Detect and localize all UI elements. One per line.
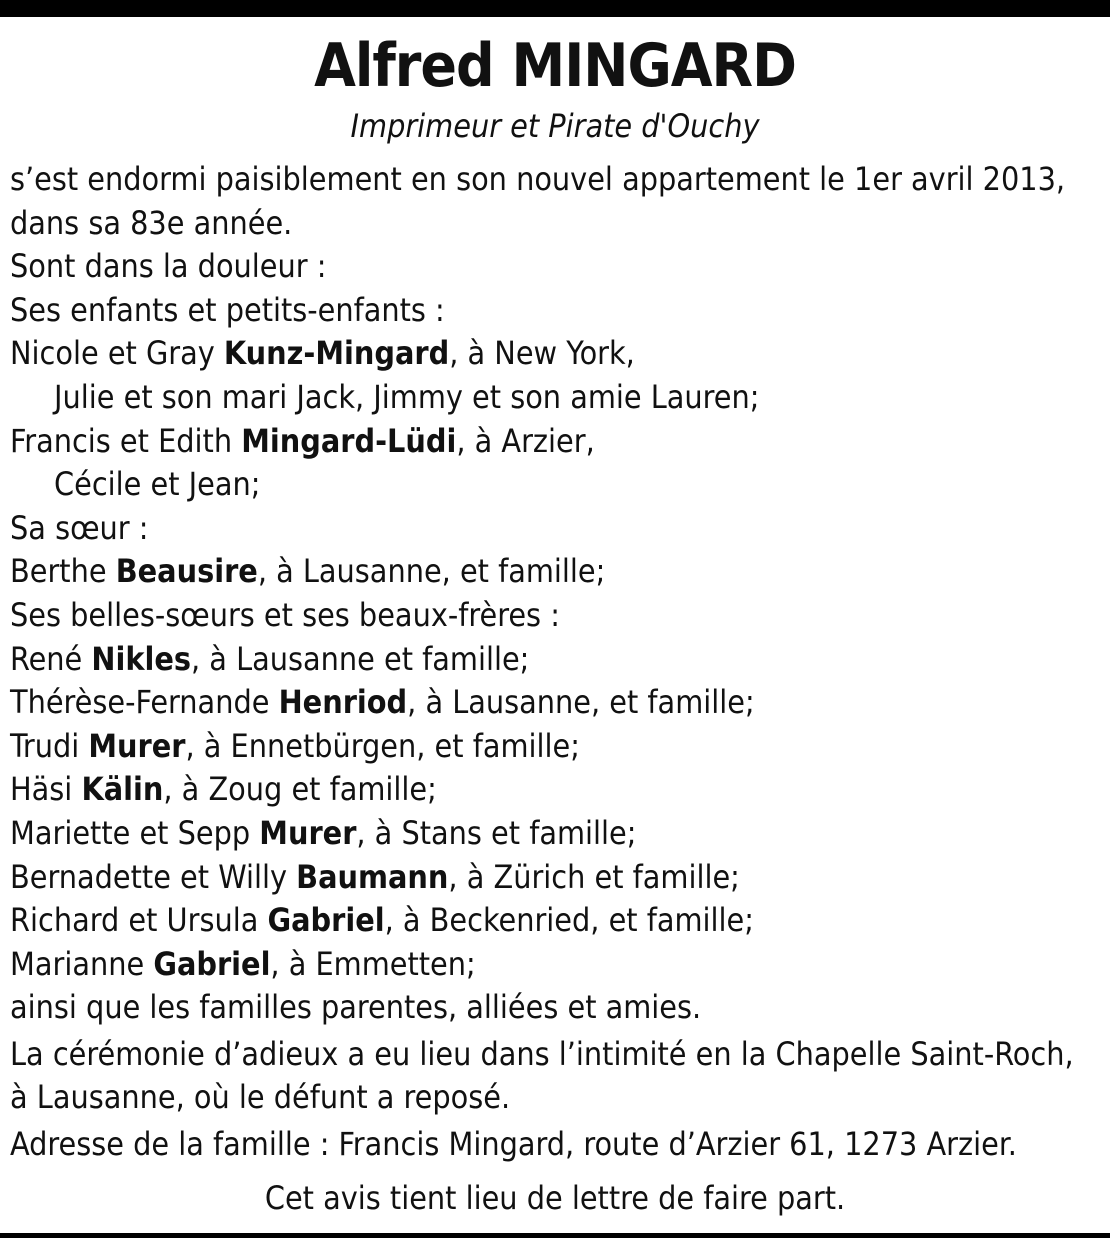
in-law-entry (10, 638, 1105, 682)
entry-surname: Mingard-Lüdi (241, 421, 457, 460)
in-law-entry (10, 899, 1105, 943)
entry-post: , à Emmetten; (270, 944, 476, 983)
entry-surname: Gabriel (153, 944, 271, 983)
family-address: Adresse de la famille : Francis Mingard, route d’Arzier 61, 1273 Arzier. (10, 1125, 1017, 1164)
entry-pre: Marianne (10, 944, 154, 983)
ceremony-line-1: La cérémonie d’adieux a eu lieu dans l’intimité en la Chapelle Saint-Roch, (10, 1034, 1074, 1073)
entry-pre: René (10, 639, 92, 678)
entry-post: , à Zoug et famille; (163, 770, 437, 809)
entry-surname: Henriod (278, 683, 408, 722)
entry-surname: Kälin (81, 770, 164, 809)
entry-surname: Gabriel (267, 901, 385, 940)
entry-surname: Murer (88, 726, 186, 765)
entry-pre: Richard et Ursula (10, 901, 268, 940)
in-law-entry (10, 812, 1105, 856)
entry-post: , à Lausanne et famille; (191, 639, 530, 678)
entry-post: , à Lausanne, et famille; (257, 552, 606, 591)
entry-surname: Murer (259, 813, 357, 852)
entry-post: , à Lausanne, et famille; (407, 683, 755, 722)
bottom-rule (0, 1233, 1110, 1238)
family-entry-2-children: Cécile et Jean; (54, 465, 261, 504)
entry-pre: Häsi (10, 770, 82, 809)
entry-surname: Kunz-Mingard (223, 334, 450, 373)
in-law-entry (10, 768, 1105, 812)
entry-surname: Nikles (91, 639, 192, 678)
ceremony-line-2: à Lausanne, où le défunt a reposé. (10, 1078, 511, 1117)
entry-post: , à Stans et famille; (356, 813, 637, 852)
intro-line-1: s’est endormi paisiblement en son nouvel appartement le 1er avril 2013, (10, 160, 1066, 198)
deceased-occupation: Imprimeur et Pirate d'Ouchy (350, 107, 760, 145)
entry-post: , à Ennetbürgen, et famille; (185, 726, 580, 765)
entry-post: , à Beckenried, et famille; (384, 901, 754, 940)
closing-note: Cet avis tient lieu de lettre de faire part. (264, 1179, 846, 1217)
sister-label: Sa sœur : (10, 508, 149, 547)
in-law-entry (10, 725, 1105, 769)
entry-pre: Berthe (10, 552, 116, 591)
entry-post: , à New York, (449, 334, 635, 373)
entry-surname: Beausire (115, 552, 258, 591)
entry-pre: Mariette et Sepp (10, 813, 260, 852)
in-law-entry (10, 681, 1105, 725)
entry-pre: Thérèse-Fernande (10, 683, 279, 722)
relatives-line: ainsi que les familles parentes, alliées et amies. (10, 988, 702, 1027)
children-label: Ses enfants et petits-enfants : (10, 290, 445, 329)
entry-surname: Baumann (296, 857, 449, 896)
entry-post: , à Arzier, (456, 421, 595, 460)
in-laws-label: Ses belles-sœurs et ses beaux-frères : (10, 595, 560, 634)
entry-pre: Francis et Edith (10, 421, 242, 460)
in-law-entry (10, 856, 1105, 900)
entry-pre: Bernadette et Willy (10, 857, 297, 896)
top-rule (0, 0, 1110, 17)
mourners-intro: Sont dans la douleur : (10, 247, 327, 286)
entry-pre: Trudi (10, 726, 89, 765)
intro-line-2: dans sa 83e année. (10, 203, 293, 242)
entry-post: , à Zürich et famille; (448, 857, 740, 896)
family-entry-1 (10, 332, 1105, 376)
notice-body (10, 158, 1105, 1167)
sister-entry (10, 550, 1105, 594)
in-law-entry (10, 943, 1105, 987)
entry-pre: Nicole et Gray (10, 334, 224, 373)
family-entry-2 (10, 420, 1105, 464)
family-entry-1-children: Julie et son mari Jack, Jimmy et son amie Lauren; (54, 377, 760, 416)
deceased-name: Alfred MINGARD (314, 31, 796, 101)
